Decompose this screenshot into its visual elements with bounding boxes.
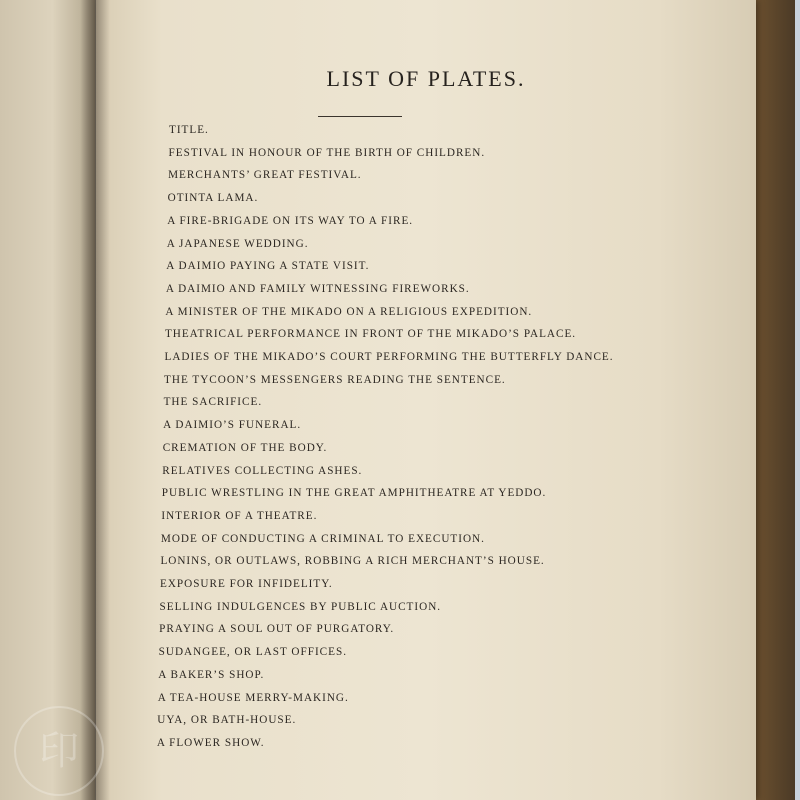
plate-entry: OTINTA LAMA. [167, 192, 259, 205]
plate-entry: LADIES OF THE MIKADO’S COURT PERFORMING THE BUTTERFLY DANCE. [164, 351, 614, 363]
seal-stamp-icon: 印 [14, 706, 104, 796]
plate-entry: MERCHANTS’ GREAT FESTIVAL. [168, 169, 362, 182]
plate-entry: CREMATION OF THE BODY. [162, 441, 328, 454]
plate-entry: RELATIVES COLLECTING ASHES. [162, 464, 363, 477]
plate-entry: A DAIMIO AND FAMILY WITNESSING FIREWORKS. [165, 282, 470, 295]
title-divider [318, 116, 402, 117]
book-page [96, 0, 756, 800]
plate-entry: THE SACRIFICE. [163, 396, 263, 409]
plate-entry: SELLING INDULGENCES BY PUBLIC AUCTION. [159, 600, 442, 613]
plate-entry: SUDANGEE, OR LAST OFFICES. [158, 646, 347, 659]
plate-entry: THE TYCOON’S MESSENGERS READING THE SENTENCE. [164, 373, 506, 386]
plate-entry: A BAKER’S SHOP. [158, 668, 265, 681]
plate-entry: A DAIMIO’S FUNERAL. [163, 419, 302, 432]
plate-entry: MODE OF CONDUCTING A CRIMINAL TO EXECUTION. [160, 532, 485, 545]
plate-entry: A JAPANESE WEDDING. [166, 237, 309, 250]
plate-entry: PUBLIC WRESTLING IN THE GREAT AMPHITHEATRE AT YEDDO. [161, 487, 547, 500]
plate-entry: UYA, OR BATH-HOUSE. [157, 714, 297, 727]
plate-entry: A MINISTER OF THE MIKADO ON A RELIGIOUS EXPEDITION. [165, 305, 533, 318]
gutter-shadow [80, 0, 110, 800]
page-title: LIST OF PLATES. [326, 66, 526, 91]
plate-entry: THEATRICAL PERFORMANCE IN FRONT OF THE MIKADO’S PALACE. [164, 328, 577, 341]
plate-entry: A DAIMIO PAYING A STATE VISIT. [166, 260, 370, 273]
plate-entry: A FIRE-BRIGADE ON ITS WAY TO A FIRE. [167, 214, 414, 227]
plate-entry: INTERIOR OF A THEATRE. [161, 509, 318, 522]
plate-entry: FESTIVAL IN HONOUR OF THE BIRTH OF CHILDREN. [168, 146, 486, 159]
plate-entry: LONINS, OR OUTLAWS, ROBBING A RICH MERCHANT’S HOUSE. [160, 555, 545, 568]
plate-entry: TITLE. [169, 124, 209, 136]
plate-entry: PRAYING A SOUL OUT OF PURGATORY. [159, 623, 395, 636]
plate-entry: EXPOSURE FOR INFIDELITY. [160, 578, 333, 590]
plate-entry: A FLOWER SHOW. [156, 736, 265, 749]
plate-entry: A TEA-HOUSE MERRY-MAKING. [157, 691, 349, 704]
